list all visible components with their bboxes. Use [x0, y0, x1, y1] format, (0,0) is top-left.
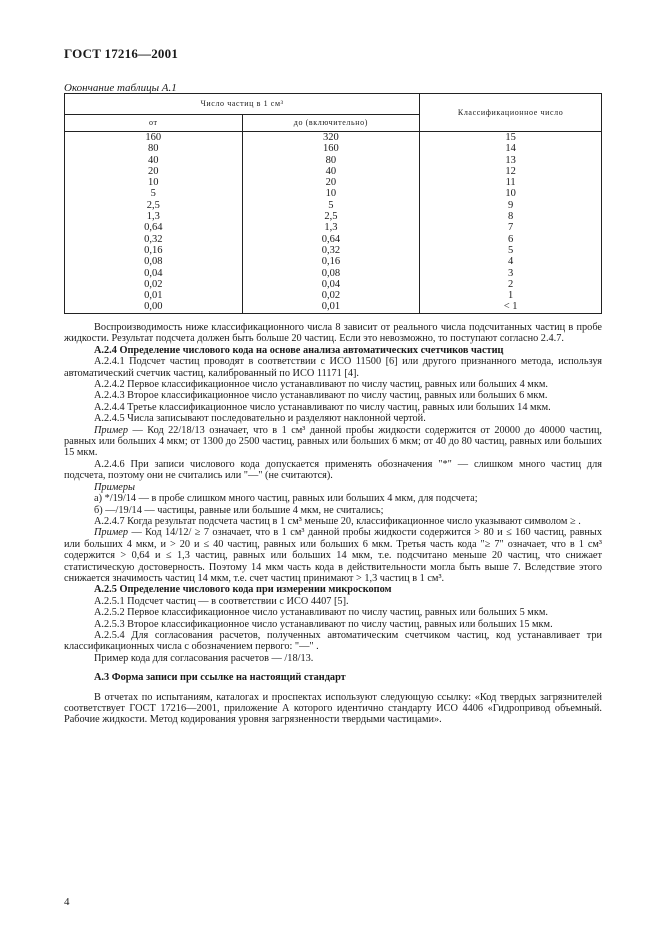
document-header: ГОСТ 17216—2001 — [64, 46, 179, 61]
cell-from: 0,08 — [144, 256, 163, 268]
cell-class: 13 — [505, 154, 516, 166]
paragraph-a243: А.2.4.3 Второе классификационное число устанавливают по числу частиц, равных или больших 6 мкм. — [94, 390, 548, 402]
cell-to: 0,02 — [321, 290, 341, 302]
cell-class: 1 — [508, 290, 514, 302]
paragraph-reproducibility: Воспроизводимость ниже классификационного числа 8 зависит от реального числа подсчитанных частиц в пробе жидкости. Результат подсчета должен быть больше 20 частиц. Если это невозможно, то поступают согласно 2.4.7. — [64, 322, 602, 345]
example-b: б) —/19/14 — частицы, равные или большие 4 мкм, не считались; — [94, 504, 384, 516]
paragraph-a244: А.2.4.4 Третье классификационное число устанавливают по числу частиц, равных или больших 14 мкм. — [94, 401, 551, 413]
paragraph-a242: А.2.4.2 Первое классификационное число устанавливают по числу частиц, равных или больших 4 мкм. — [94, 379, 548, 391]
cell-to: 20 — [325, 177, 337, 189]
cell-class: < 1 — [503, 301, 518, 313]
cell-to: 0,64 — [321, 233, 341, 245]
paragraph-a253: А.2.5.3 Второе классификационное число устанавливают по числу частиц, равных или больших 15 мкм. — [94, 618, 553, 630]
paragraph-a254: А.2.5.4 Для согласования расчетов, полученных автоматическим счетчиком частиц, код устанавливает три классификационных числа с обозначением первого: "—" . — [64, 629, 602, 653]
cell-class: 6 — [508, 233, 514, 245]
cell-class: 10 — [505, 188, 516, 200]
paragraph-a3: В отчетах по испытаниям, каталогах и проспектах используют следующую ссылку: «Код твердых загрязнителей соответствует ГОСТ 17216—2001, приложение А которого идентично стандарту ИСО 4406 «Гидропривод объемный. Рабочие жидкости. Метод кодирования уровня загрязненности твердыми частицами». — [64, 691, 602, 726]
cell-class: 3 — [508, 267, 514, 279]
cell-to: 160 — [323, 143, 339, 155]
paragraph-a245: А.2.4.5 Числа записывают последовательно и разделяют наклонной чертой. — [94, 413, 426, 425]
cell-class: 14 — [505, 143, 516, 155]
column-class-values — [420, 132, 602, 314]
cell-from: 0,02 — [144, 278, 163, 290]
example-2-text: — Код 14/12/ ≥ 7 означает, что в 1 см³ данной пробы жидкости содержится > 80 и ≤ 160 частиц, равных или больших 4 мкм, и > 20 и ≤ 40 частиц, равных или больших 6 мкм. Третья часть кода "≥ 7" означает, что в 1 см³ содержится > 0,64 и ≤ 1,3 частиц, равных или больших 14 мкм, т.е. подсчитано меньше 20 частиц, что снижает статистическую достоверность. Поэтому 14 мкм часть кода в действительности могла быть выше 7. Вследствие этого снижается значимость частиц 14 мкм, т.е. счет частиц принимают > 1,3 частиц в 1 см³. — [64, 527, 602, 584]
cell-class: 4 — [508, 256, 514, 268]
cell-from: 40 — [148, 154, 159, 166]
header-to: до (включительно) — [242, 115, 420, 132]
example-2 — [64, 527, 602, 584]
classification-table — [64, 93, 602, 314]
paragraph-a252: А.2.5.2 Первое классификационное число устанавливают по числу частиц, равных или больших 5 мкм. — [94, 607, 548, 619]
examples-label: Примеры — [94, 481, 135, 493]
cell-class: 7 — [508, 222, 514, 234]
paragraph-a241: А.2.4.1 Подсчет частиц проводят в соответствии с ИСО 11500 [6] или другого признанного метода, используя автоматический счетчик частиц, калиброванный по ИСО 11171 [4]. — [64, 356, 602, 379]
cell-class: 8 — [508, 211, 514, 223]
cell-to: 0,16 — [321, 256, 341, 268]
main-text — [64, 322, 602, 726]
example-1 — [64, 425, 602, 459]
cell-class: 2 — [508, 278, 514, 290]
cell-class: 12 — [505, 165, 516, 177]
header-particle-count: Число частиц в 1 см³ — [65, 94, 420, 115]
example-a: а) */19/14 — в пробе слишком много частиц, равных или больших 4 мкм, для подсчета; — [94, 493, 478, 505]
cell-to: 0,08 — [321, 267, 341, 279]
paragraph-a246: А.2.4.6 При записи числового кода допускается применять обозначения "*" — слишком много частиц для подсчета, поэтому они не считались или "—" (не считаются). — [64, 458, 602, 482]
cell-from: 10 — [148, 177, 159, 189]
cell-from: 20 — [148, 165, 159, 177]
page-number: 4 — [64, 896, 70, 908]
header-from: от — [65, 115, 243, 132]
example-2-label: Пример — [94, 527, 129, 539]
cell-to: 40 — [325, 165, 337, 177]
cell-from: 0,32 — [144, 233, 163, 245]
cell-from: 0,64 — [144, 222, 163, 234]
cell-from: 160 — [145, 132, 162, 143]
cell-from: 0,01 — [144, 290, 163, 302]
header-classification-number: Классификационное число — [420, 94, 602, 132]
cell-from: 0,16 — [144, 244, 163, 256]
cell-class: 15 — [505, 132, 516, 143]
cell-from: 1,3 — [146, 211, 160, 223]
section-heading-a25: А.2.5 Определение числового кода при измерении микроскопом — [94, 584, 392, 596]
cell-from: 80 — [148, 143, 159, 155]
paragraph-a251: А.2.5.1 Подсчет частиц — в соответствии с ИСО 4407 [5]. — [94, 595, 349, 607]
cell-to: 80 — [325, 154, 337, 166]
paragraph-a247: А.2.4.7 Когда результат подсчета частиц в 1 см³ меньше 20, классификационное число указывают символом ≥ . — [94, 515, 581, 527]
example-1-text: — Код 22/18/13 означает, что в 1 см³ данной пробы жидкости содержится от 20000 до 40000 частиц, равных или больших 4 мкм; от 1300 до 2500 частиц, равных или больших 6 мкм; от 40 до 80 частиц, равных или больших 15 мкм. — [64, 424, 602, 459]
cell-to: 5 — [328, 199, 334, 211]
cell-to: 10 — [325, 188, 337, 200]
cell-class: 11 — [505, 177, 516, 189]
cell-class: 9 — [508, 199, 514, 211]
cell-to: 2,5 — [324, 211, 338, 223]
section-heading-a24: А.2.4 Определение числового кода на основе анализа автоматических счетчиков частиц — [94, 344, 504, 356]
section-heading-a3: А.3 Форма записи при ссылке на настоящий стандарт — [94, 672, 346, 684]
cell-from: 0,00 — [144, 301, 163, 313]
cell-to: 0,01 — [321, 301, 341, 313]
cell-to: 0,32 — [321, 244, 341, 256]
cell-to: 320 — [323, 132, 339, 143]
cell-to: 0,04 — [321, 278, 341, 290]
cell-from: 0,04 — [144, 267, 163, 279]
cell-from: 5 — [150, 188, 156, 200]
column-to-values — [242, 132, 420, 314]
example-1-label: Пример — [94, 424, 129, 436]
table-caption: Окончание таблицы А.1 — [64, 82, 177, 94]
paragraph-a254-example: Пример кода для согласования расчетов — /18/13. — [94, 652, 314, 664]
column-from-values — [65, 132, 243, 314]
cell-to: 1,3 — [324, 222, 338, 234]
cell-class: 5 — [508, 244, 514, 256]
cell-from: 2,5 — [146, 199, 160, 211]
